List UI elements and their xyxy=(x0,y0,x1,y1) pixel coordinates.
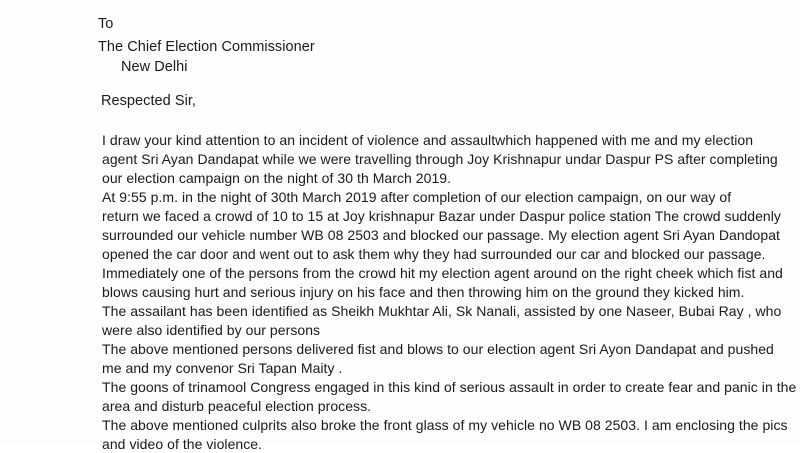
body-line: me and my convenor Sri Tapan Maity . xyxy=(102,360,343,376)
body-line: surrounded our vehicle number WB 08 2503 and blocked our passage. My election agent Sri Ayan Dandopat xyxy=(102,227,780,243)
body-line: return we faced a crowd of 10 to 15 at Joy krishnapur Bazar under Daspur police station The crowd suddenly xyxy=(102,208,781,224)
address-to: To xyxy=(98,16,114,32)
body-line: our election campaign on the night of 30 th March 2019. xyxy=(102,170,452,186)
body-line: The above mentioned culprits also broke the front glass of my vehicle no WB 08 2503. I am enclosing the pics xyxy=(102,417,788,433)
body-line: and video of the violence. xyxy=(102,436,263,452)
body-line: The above mentioned persons delivered fist and blows to our election agent Sri Ayon Dandapat and pushed xyxy=(102,341,774,357)
body-line: The assailant has been identified as Sheikh Mukhtar Ali, Sk Nanali, assisted by one Naseer, Bubai Ray , who xyxy=(102,303,782,319)
body-line: I draw your kind attention to an incident of violence and assaultwhich happened with me and my election xyxy=(102,132,754,148)
recipient-city: New Delhi xyxy=(121,59,188,75)
body-line: were also identified by our persons xyxy=(102,322,321,338)
body-line: The goons of trinamool Congress engaged in this kind of serious assault in order to create fear and panic in the xyxy=(102,379,797,395)
body-line: area and disturb peaceful election process. xyxy=(102,398,372,414)
salutation: Respected Sir, xyxy=(101,93,196,109)
body-line: Immediately one of the persons from the crowd hit my election agent around on the right cheek which fist and xyxy=(102,265,783,281)
body-line: At 9:55 p.m. in the night of 30th March 2019 after completion of our election campaign, on our way of xyxy=(102,189,732,205)
body-line: opened the car door and went out to ask them why they had surrounded our car and blocked our passage. xyxy=(102,246,766,262)
body-line: agent Sri Ayan Dandapat while we were travelling through Joy Krishnapur undar Daspur PS after completing xyxy=(102,151,778,167)
body-line: blows causing hurt and serious injury on his face and then throwing him on the ground they kicked him. xyxy=(102,284,745,300)
recipient-title: The Chief Election Commissioner xyxy=(98,39,315,55)
